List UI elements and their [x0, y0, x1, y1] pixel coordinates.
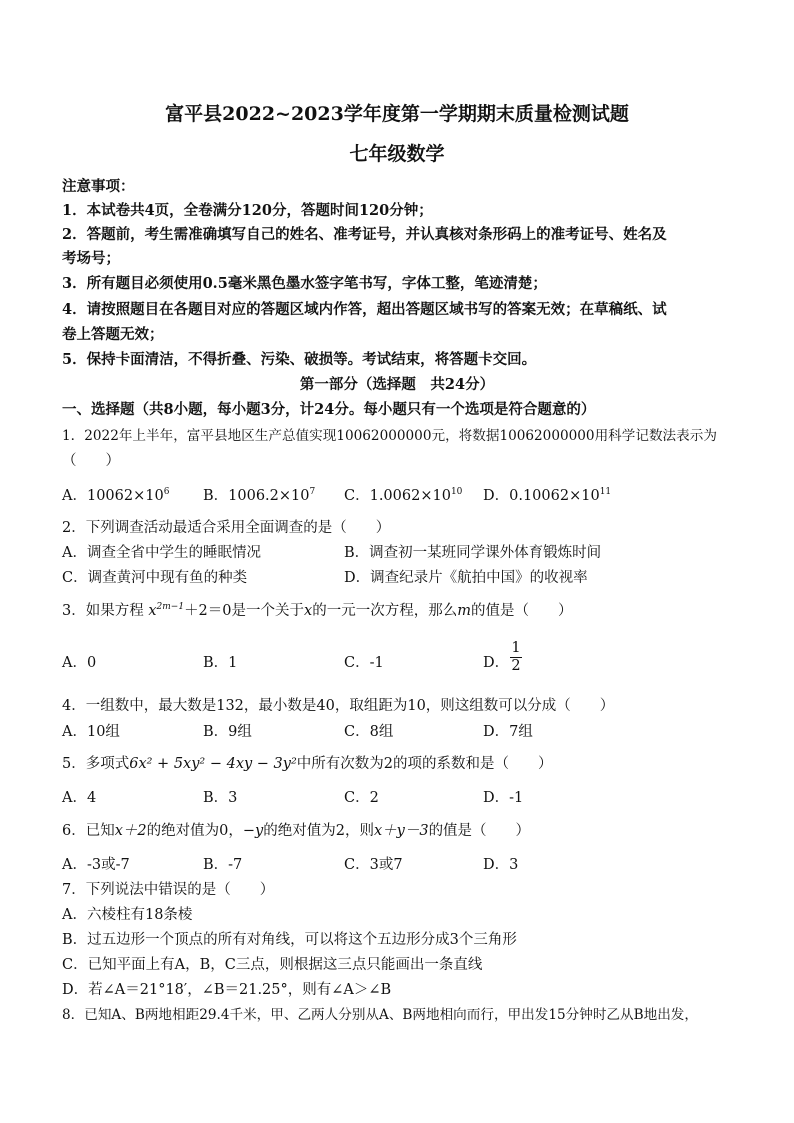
question-7-option-b: B．过五边形一个顶点的所有对角线，可以将这个五边形分成3个三角形 — [62, 932, 517, 948]
section-one-heading: 一、选择题（共8小题，每小题3分，计24分。每小题只有一个选项是符合题意的） — [62, 401, 596, 418]
question-6-stem: 6．已知x＋2的绝对值为0，−y的绝对值为2，则x＋y－3的值是（ ） — [62, 823, 531, 839]
question-1-stem: 1．2022年上半年，富平县地区生产总值实现10062000000元，将数据10062000000用科学记数法表示为 — [62, 428, 717, 444]
notice-line-4b: 卷上答题无效； — [62, 326, 164, 343]
question-4-option-d: D．7组 — [483, 724, 533, 740]
question-3-option-d: D． — [483, 655, 510, 671]
question-6-option-d: D．3 — [483, 857, 519, 873]
question-7-option-a: A．六棱柱有18条棱 — [62, 907, 193, 923]
notice-line-5: 5．保持卡面清洁，不得折叠、污染、破损等。考试结束，将答题卡交回。 — [62, 351, 537, 368]
question-1-option-c: C．$1.0062\times 10^{10}$ — [344, 487, 463, 504]
question-1-option-a: A．$10062\times 10^6$ — [62, 487, 170, 504]
question-2-option-d: D．调查纪录片《航拍中国》的收视率 — [344, 570, 588, 586]
question-5-option-a: A．4 — [62, 790, 97, 806]
question-8-stem: 8．已知A、B两地相距29.4千米，甲、乙两人分别从A、B两地相向而行，甲出发15分钟时乙从B地出发， — [62, 1007, 698, 1023]
notice-line-3: 3．所有题目必须使用0.5毫米黑色墨水签字笔书写，字体工整，笔迹清楚； — [62, 275, 547, 292]
question-2-stem: 2．下列调查活动最适合采用全面调查的是（ ） — [62, 520, 391, 536]
question-4-option-c: C．8组 — [344, 724, 394, 740]
notice-line-2b: 考场号； — [62, 250, 120, 267]
question-6-option-b: B．-7 — [203, 857, 243, 873]
question-5-stem: 5．多项式6x² + 5xy² − 4xy − 3y²中所有次数为2的项的系数和是（ ） — [62, 756, 553, 772]
question-5-option-b: B．3 — [203, 790, 238, 806]
question-1-paren: （ ） — [62, 453, 120, 469]
question-3-option-a: A．0 — [62, 655, 97, 671]
question-3-stem: 3．如果方程 $x^{2m-1}+2=0$是一个关于x的一元一次方程，那么m的值是（ ） — [62, 602, 573, 619]
notice-line-4a: 4．请按照题目在各题目对应的答题区域内作答，超出答题区域书写的答案无效；在草稿纸、试 — [62, 301, 667, 318]
question-3-option-b: B．1 — [203, 655, 238, 671]
question-1-option-d: D．$0.10062\times 10^{11}$ — [483, 487, 612, 504]
question-2-option-b: B．调查初一某班同学课外体育锻炼时间 — [344, 545, 602, 561]
question-7-stem: 7．下列说法中错误的是（ ） — [62, 882, 275, 898]
question-5-option-d: D．-1 — [483, 790, 524, 806]
question-6-option-a: A．-3或-7 — [62, 857, 130, 873]
question-7-option-c: C．已知平面上有A，B，C三点，则根据这三点只能画出一条直线 — [62, 957, 483, 973]
question-6-option-c: C．3或7 — [344, 857, 403, 873]
question-7-option-d: D．若∠A＝21°18′，∠B＝21.25°，则有∠A＞∠B — [62, 982, 392, 998]
question-4-option-a: A．10组 — [62, 724, 120, 740]
notice-line-1: 1．本试卷共4页，全卷满分120分，答题时间120分钟； — [62, 202, 433, 219]
notice-line-2a: 2．答题前，考生需准确填写自己的姓名、准考证号，并认真核对条形码上的准考证号、姓名及 — [62, 226, 667, 243]
notice-heading: 注意事项： — [62, 178, 135, 195]
question-4-stem: 4．一组数中，最大数是132，最小数是40，取组距为10，则这组数可以分成（ ） — [62, 698, 615, 714]
question-3-fraction: 1 2 — [511, 640, 521, 674]
question-1-option-b: B．$1006.2\times 10^7$ — [203, 487, 316, 504]
exam-subtitle: 七年级数学 — [349, 143, 445, 165]
question-2-option-c: C．调查黄河中现有鱼的种类 — [62, 570, 248, 586]
question-4-option-b: B．9组 — [203, 724, 252, 740]
question-3-option-c: C．-1 — [344, 655, 384, 671]
question-5-option-c: C．2 — [344, 790, 379, 806]
exam-title: 富平县2022~2023学年度第一学期期末质量检测试题 — [165, 103, 629, 125]
part-one-heading: 第一部分（选择题 共24分） — [299, 376, 495, 393]
question-2-option-a: A．调查全省中学生的睡眠情况 — [62, 545, 261, 561]
